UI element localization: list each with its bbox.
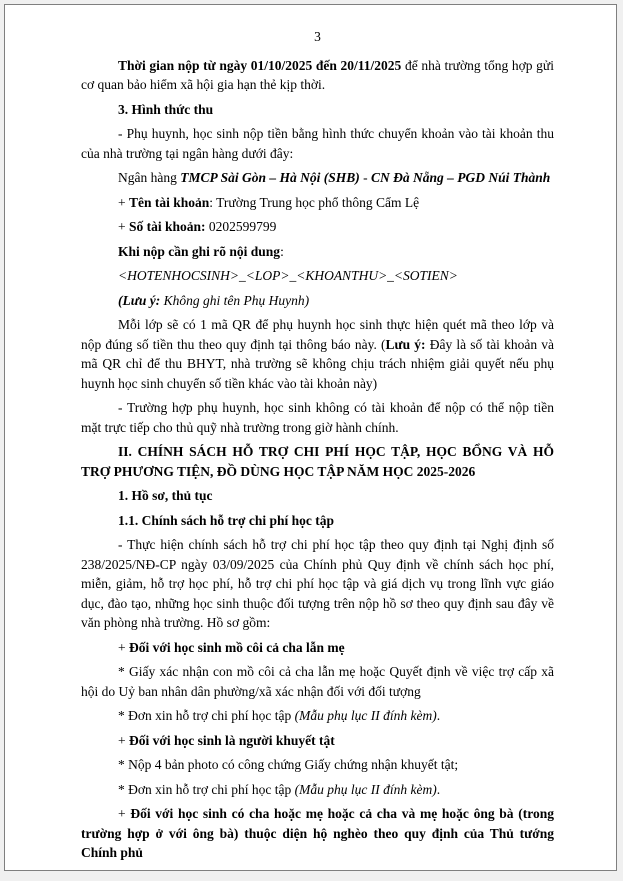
text-run: 1.1. Chính sách hỗ trợ chi phí học tập <box>118 512 335 528</box>
text-run: . <box>436 708 441 723</box>
text-run: * Đơn xin hỗ trợ chi phí học tập <box>118 708 295 723</box>
text-run: Thời gian nộp từ ngày 01/10/2025 đến 20/11/2025 <box>118 57 402 73</box>
text-run: + <box>118 732 129 748</box>
text-run: 3. Hình thức thu <box>118 101 214 117</box>
text-run: : <box>280 243 284 259</box>
text-run: + <box>118 219 129 234</box>
text-run: 0202599799 <box>205 219 277 234</box>
text-run: Đối với học sinh mồ côi cả cha lẫn mẹ <box>129 639 345 655</box>
paragraph <box>81 124 554 163</box>
paragraph <box>81 217 554 237</box>
text-run: II. CHÍNH SÁCH HỖ TRỢ CHI PHÍ HỌC TẬP, HỌC BỔNG VÀ HỖ TRỢ PHƯƠNG TIỆN, ĐỒ DÙNG HỌC TẬP NĂM HỌC 2025-2026 <box>81 444 554 479</box>
paragraph <box>81 706 554 726</box>
paragraph <box>81 100 554 120</box>
paragraph <box>81 662 554 701</box>
paragraph <box>81 535 554 633</box>
text-run: Ngân hàng <box>118 170 181 185</box>
text-run: Khi nộp cần ghi rõ nội dung <box>118 243 281 259</box>
text-run: Lưu ý: <box>385 336 426 352</box>
page-number: 3 <box>314 29 321 44</box>
text-run: : Trường Trung học phổ thông Cẩm Lệ <box>209 194 420 210</box>
text-run: TMCP Sài Gòn – Hà Nội (SHB) <box>180 170 360 185</box>
document-page <box>4 4 617 871</box>
text-run: * Đơn xin hỗ trợ chi phí học tập <box>118 781 295 797</box>
paragraph <box>81 56 554 95</box>
text-run: Mỗi lớp sẽ có 1 mã QR để phụ huynh học sinh thực hiện quét mã theo lớp và nộp đúng số tiền thu theo quy định tại thông báo này. ( <box>81 317 554 352</box>
text-run: + <box>118 639 129 655</box>
text-run: Đây là số tài khoản và mã QR chỉ để thu BHYT, nhà trường sẽ không chịu trách nhiệm giải quyết nếu phụ huynh học sinh chuyển số tiền khác vào tài khoản này) <box>81 336 555 391</box>
text-run: (Mẫu phụ lục II đính kèm) <box>294 708 437 723</box>
paragraph <box>81 266 554 286</box>
document-content <box>81 27 554 863</box>
text-run: Không ghi tên Phụ Huynh) <box>160 292 310 308</box>
text-run: - <box>359 170 372 185</box>
text-run: * Nộp 4 bản photo có công chứng Giấy chứng nhận khuyết tật; <box>118 757 459 772</box>
text-run: - Trường hợp phụ huynh, học sinh không có tài khoản để nộp có thể nộp tiền mặt trực tiếp cho thủ quỹ nhà trường trong giờ hành chính. <box>81 400 554 435</box>
text-run: + <box>118 194 129 210</box>
paragraph <box>81 242 554 262</box>
text-run: CN Đà Nẵng – PGD Núi Thành <box>371 170 551 185</box>
paragraph <box>81 486 554 506</box>
text-run: . <box>436 781 441 797</box>
paragraph <box>81 755 554 775</box>
paragraph <box>81 731 554 751</box>
text-run: 1. Hồ sơ, thủ tục <box>118 488 213 503</box>
document-body <box>81 56 554 863</box>
paragraph <box>81 291 554 311</box>
paragraph <box>81 511 554 531</box>
text-run: để nhà trường tổng hợp gửi cơ quan bảo hiểm xã hội gia hạn thẻ kịp thời. <box>81 57 554 92</box>
text-run: Đối với học sinh là người khuyết tật <box>129 732 335 748</box>
text-run: <HOTENHOCSINH>_<LOP>_<KHOANTHU>_<SOTIEN> <box>118 268 458 283</box>
text-run: Số tài khoản: <box>129 219 206 234</box>
text-run: - Phụ huynh, học sinh nộp tiền bằng hình thức chuyển khoản vào tài khoản thu của nhà trường tại ngân hàng dưới đây: <box>81 126 554 161</box>
paragraph <box>81 398 554 437</box>
text-run: Đối với học sinh có cha hoặc mẹ hoặc cả cha và mẹ hoặc ông bà (trong trường hợp ở với ông bà) thuộc diện hộ nghèo theo quy định của Thủ tướng Chính phủ <box>81 806 555 860</box>
paragraph <box>81 168 554 188</box>
paragraph <box>81 780 554 800</box>
paragraph <box>81 804 554 863</box>
text-run: (Mẫu phụ lục II đính kèm) <box>294 781 437 797</box>
text-run: + <box>118 806 131 821</box>
paragraph <box>81 193 554 213</box>
text-run: (Lưu ý: <box>118 292 161 308</box>
paragraph <box>81 442 554 481</box>
text-run: Tên tài khoản <box>129 194 210 210</box>
text-run: - Thực hiện chính sách hỗ trợ chi phí học tập theo quy định tại Nghị định số 238/2025/NĐ-CP ngày 03/09/2025 của Chính phủ Quy định về chính sách học phí, miễn, giảm, hỗ trợ học phí, hỗ trợ chi phí học tập và giá dịch vụ trong lĩnh vực giáo dục, đào tạo, những học sinh thuộc đối tượng trên nộp hồ sơ theo quy định sau đây về văn phòng nhà trường. Hồ sơ gồm: <box>81 537 554 630</box>
paragraph <box>81 638 554 658</box>
text-run: * Giấy xác nhận con mồ côi cả cha lẫn mẹ hoặc Quyết định về việc trợ cấp xã hội do Uỷ ban nhân dân phường/xã xác nhận đối với đối tượng <box>81 664 554 699</box>
paragraph <box>81 315 554 393</box>
